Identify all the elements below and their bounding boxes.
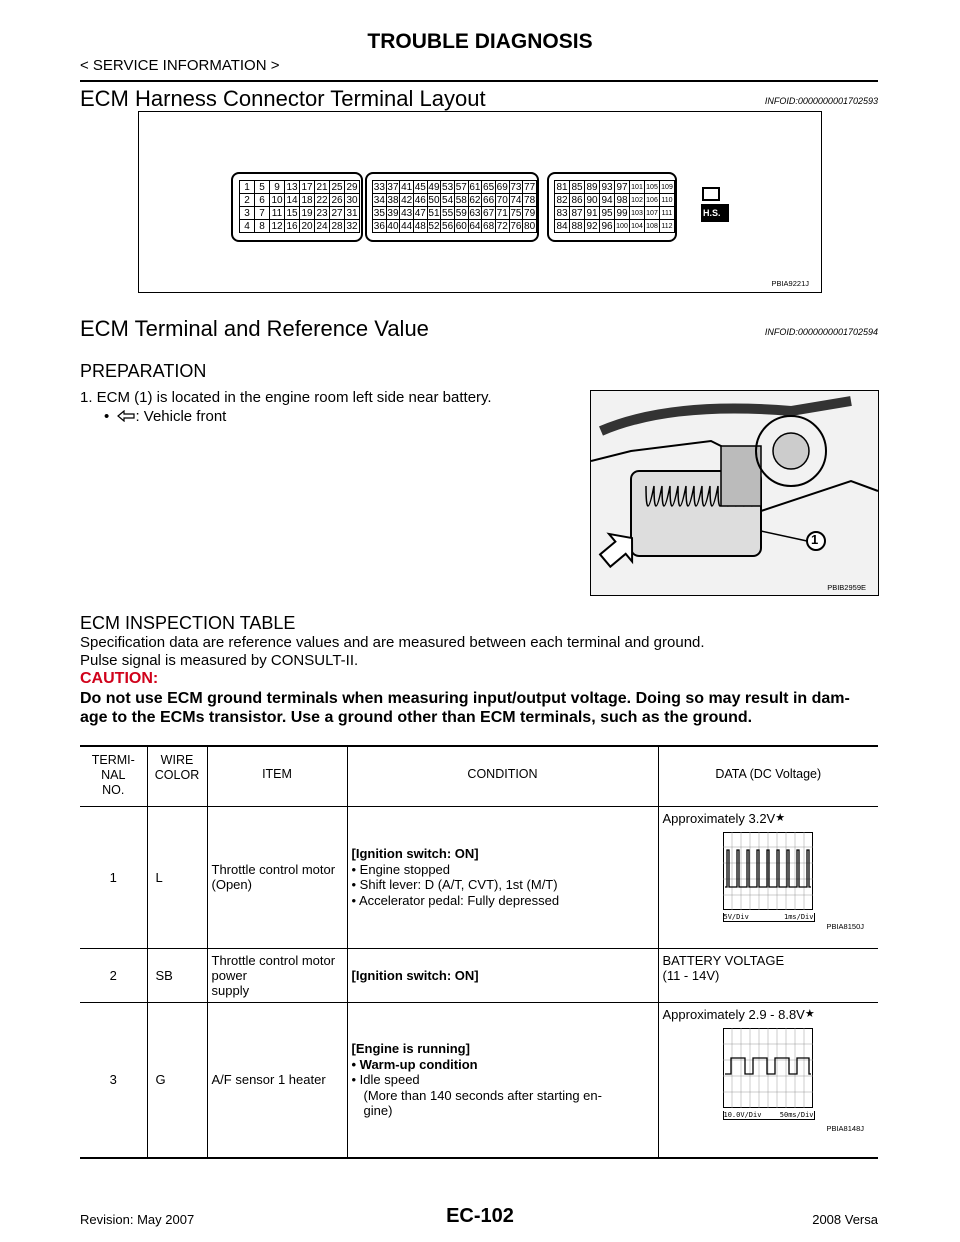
connector-pin: 86 [571, 194, 583, 206]
connector-pin: 48 [414, 220, 426, 232]
wire-color: G [147, 1002, 207, 1158]
connector-pin: 58 [455, 194, 467, 206]
connector-pin: 103 [630, 207, 645, 220]
connector-pin: 97 [616, 181, 628, 193]
connector-pin: 62 [469, 194, 481, 206]
connector-pin: 94 [601, 194, 613, 206]
connector-pin: 57 [455, 181, 467, 193]
table-header-row [80, 746, 878, 806]
connector-pin: 77 [524, 181, 536, 193]
connector-pin: 22 [316, 194, 328, 206]
connector-pin: 29 [346, 181, 358, 193]
connector-pin-row [373, 220, 537, 233]
connector-pin: 6 [255, 194, 270, 207]
connector-pin: 26 [331, 194, 343, 206]
connector-pin: 104 [630, 220, 645, 233]
connector-layout-figure [138, 111, 822, 293]
engine-room-illustration [591, 391, 878, 595]
connector-3-pins [554, 180, 675, 233]
connector-pin: 55 [442, 207, 454, 219]
connector-pin: 76 [510, 220, 522, 232]
connector-pin: 89 [586, 181, 598, 193]
connector-pin: 102 [630, 194, 645, 207]
connector-pin: 85 [571, 181, 583, 193]
connector-pin: 106 [645, 194, 660, 207]
waveform-1 [723, 832, 813, 910]
header-item: ITEM [207, 746, 347, 806]
connector-pin: 99 [616, 207, 628, 219]
connector-pin: 98 [616, 194, 628, 206]
connector-pin: 101 [630, 181, 645, 194]
connector-pin: 15 [286, 207, 298, 219]
header-terminal-no: TERMI- NAL NO. [91, 753, 135, 797]
connector-pin: 46 [414, 194, 426, 206]
connector-pin-row [240, 194, 360, 207]
star-icon: ★ [804, 1007, 815, 1020]
connector-pin: 69 [496, 181, 508, 193]
connector-pin: 52 [428, 220, 440, 232]
connector-pin: 28 [331, 220, 343, 232]
connector-pin: 20 [301, 220, 313, 232]
connector-pin: 63 [469, 207, 481, 219]
section-breadcrumb: < SERVICE INFORMATION > [80, 57, 280, 74]
connector-pin: 8 [255, 220, 270, 233]
condition: [Ignition switch: ON] [347, 948, 658, 1002]
condition: [Engine is running] • Warm-up condition • Idle speed (More than 140 seconds after starting en- gine) [347, 1002, 658, 1158]
connector-pin: 17 [301, 181, 313, 193]
data-value: Approximately 2.9 - 8.8V★ [662, 1006, 815, 1022]
connector-pin: 95 [601, 207, 613, 219]
caution-label: CAUTION: [80, 670, 159, 687]
connector-pin: 53 [442, 181, 454, 193]
connector-pin: 92 [586, 220, 598, 232]
spec-note-line-2: Pulse signal is measured by CONSULT-II. [80, 652, 359, 669]
connector-pin: 2 [240, 194, 255, 207]
spec-note-line-1: Specification data are reference values and are measured between each terminal and ground. [80, 634, 705, 651]
connector-pin: 80 [524, 220, 536, 232]
connector-pin-row [555, 181, 675, 194]
scope-scale: 5V/Div 1ms/Div [723, 912, 814, 921]
connector-pin: 66 [483, 194, 495, 206]
ecm-location-figure [590, 390, 879, 596]
connector-pin: 16 [286, 220, 298, 232]
connector-pin: 60 [455, 220, 467, 232]
connector-pin-row [240, 220, 360, 233]
connector-pin: 79 [524, 207, 536, 219]
section-title-connector-layout: ECM Harness Connector Terminal Layout [80, 86, 486, 111]
vehicle-front-arrow-icon [117, 410, 135, 422]
connector-pin: 37 [387, 181, 399, 193]
terminal-no: 3 [109, 1072, 117, 1088]
connector-pin: 13 [286, 181, 298, 193]
connector-pin: 64 [469, 220, 481, 232]
connector-pin: 5 [255, 181, 270, 194]
connector-pin: 27 [331, 207, 343, 219]
connector-pin: 56 [442, 220, 454, 232]
ecm-inspection-table [80, 745, 878, 1159]
condition: [Ignition switch: ON] • Engine stopped • Shift lever: D (A/T, CVT), 1st (M/T) • Accelerator pedal: Fully depressed [347, 806, 658, 948]
connector-pin: 10 [271, 194, 283, 206]
connector-pin: 96 [601, 220, 613, 232]
inspection-table-title: ECM INSPECTION TABLE [80, 613, 296, 633]
connector-pin: 40 [387, 220, 399, 232]
connector-pin: 11 [270, 207, 285, 220]
connector-pin: 7 [255, 207, 270, 220]
connector-pin: 32 [346, 220, 358, 232]
connector-pin: 42 [401, 194, 413, 206]
connector-pin-row [240, 207, 360, 220]
connector-pin: 78 [524, 194, 536, 206]
connector-pin: 21 [316, 181, 328, 193]
connector-pin: 24 [316, 220, 328, 232]
terminal-no: 2 [109, 967, 117, 983]
harness-side-icon [699, 184, 733, 224]
connector-pin: 1 [240, 181, 255, 194]
connector-pin: 19 [301, 207, 313, 219]
connector-pin: 49 [428, 181, 440, 193]
connector-pin: 72 [496, 220, 508, 232]
wire-color: SB [147, 948, 207, 1002]
scope-scale: 10.0V/Div 50ms/Div [723, 1110, 814, 1119]
connector-pin: 38 [387, 194, 399, 206]
connector-pin: 74 [510, 194, 522, 206]
info-id: INFOID:0000000001702594 [764, 327, 878, 337]
connector-2-pins [372, 180, 537, 233]
section-title-terminal-reference: ECM Terminal and Reference Value [80, 316, 429, 341]
connector-pin: 14 [286, 194, 298, 206]
connector-pin: 88 [571, 220, 583, 232]
connector-pin: 68 [483, 220, 495, 232]
connector-pin: 3 [240, 207, 255, 220]
connector-pin: 34 [373, 194, 385, 206]
connector-pin: 36 [373, 220, 385, 232]
connector-pin: 23 [316, 207, 328, 219]
figure-id: PBIA8148J [826, 1123, 864, 1133]
connector-pin-row [555, 207, 675, 220]
connector-pin-row [555, 194, 675, 207]
connector-1-pins [239, 180, 360, 233]
info-id: INFOID:0000000001702593 [764, 96, 878, 106]
preparation-step-1: 1. ECM (1) is located in the engine room left side near battery. [80, 389, 492, 406]
item: Throttle control motor (Open) [207, 806, 347, 948]
connector-3 [547, 172, 677, 242]
data-cell [658, 806, 878, 948]
connector-pin: 4 [240, 220, 255, 233]
connector-pin: 61 [469, 181, 481, 193]
connector-pin-row [373, 207, 537, 220]
data-value: Approximately 3.2V★ [662, 810, 786, 826]
connector-pin: 47 [414, 207, 426, 219]
connector-pin: 33 [373, 181, 385, 193]
connector-pin: 73 [510, 181, 522, 193]
connector-pin-row [555, 220, 675, 233]
connector-pin: 44 [401, 220, 413, 232]
connector-pin: 111 [660, 207, 675, 220]
connector-pin: 87 [571, 207, 583, 219]
page-header-title: TROUBLE DIAGNOSIS [367, 30, 593, 53]
preparation-title: PREPARATION [80, 361, 207, 381]
figure-id: PBIA8150J [826, 921, 864, 931]
connector-pin: 43 [401, 207, 413, 219]
connector-pin: 91 [586, 207, 598, 219]
header-rule [80, 80, 878, 82]
connector-pin: 50 [428, 194, 440, 206]
header-wire-color: WIRE COLOR [147, 746, 207, 806]
data-cell [658, 1002, 878, 1158]
connector-pin: 41 [401, 181, 413, 193]
connector-pin: 45 [414, 181, 426, 193]
waveform-scope [723, 832, 813, 922]
connector-pin: 112 [660, 220, 675, 233]
connector-pin: 110 [660, 194, 675, 207]
connector-pin: 67 [483, 207, 495, 219]
wire-color: L [147, 806, 207, 948]
connector-2 [365, 172, 539, 242]
connector-pin-row [373, 194, 537, 207]
connector-pin: 39 [387, 207, 399, 219]
connector-pin: 109 [660, 181, 675, 194]
footer-page-number: EC-102 [446, 1205, 514, 1227]
connector-pin: 100 [615, 220, 630, 233]
connector-pin: 83 [556, 207, 568, 219]
connector-pin: 18 [301, 194, 313, 206]
item: A/F sensor 1 heater [207, 1002, 347, 1158]
connector-pin: 30 [346, 194, 358, 206]
connector-pin: 59 [455, 207, 467, 219]
connector-pin: 81 [556, 181, 568, 193]
footer-revision: Revision: May 2007 [80, 1212, 195, 1227]
table-row [80, 1002, 878, 1158]
waveform-scope [723, 1028, 813, 1124]
data-cell: BATTERY VOLTAGE (11 - 14V) [658, 948, 878, 1002]
connector-pin: 9 [270, 181, 285, 194]
connector-pin-row [373, 181, 537, 194]
ecm-callout-number: 1 [811, 532, 819, 547]
connector-pin: 105 [645, 181, 660, 194]
terminal-no: 1 [109, 869, 117, 885]
figure-id: PBIA9221J [771, 279, 809, 288]
hs-label: H.S. [703, 208, 721, 218]
waveform-3 [723, 1028, 813, 1108]
connector-pin: 82 [556, 194, 568, 206]
table-row [80, 806, 878, 948]
star-icon: ★ [775, 811, 786, 824]
connector-pin: 54 [442, 194, 454, 206]
connector-pin: 70 [496, 194, 508, 206]
connector-1 [231, 172, 363, 242]
connector-pin: 93 [601, 181, 613, 193]
connector-pin: 75 [510, 207, 522, 219]
header-data: DATA (DC Voltage) [658, 746, 878, 806]
item: Throttle control motor power supply [207, 948, 347, 1002]
connector-pin: 65 [483, 181, 495, 193]
connector-pin: 31 [346, 207, 358, 219]
footer-model: 2008 Versa [812, 1212, 878, 1227]
connector-pin: 51 [428, 207, 440, 219]
connector-pin: 25 [331, 181, 343, 193]
table-row [80, 948, 878, 1002]
preparation-bullet: • : Vehicle front [104, 408, 227, 425]
connector-pin-row [240, 181, 360, 194]
figure-id: PBIB2959E [827, 583, 866, 592]
connector-pin: 107 [645, 207, 660, 220]
connector-pin: 71 [496, 207, 508, 219]
connector-pin: 84 [556, 220, 568, 232]
connector-pin: 12 [271, 220, 283, 232]
caution-line-1: Do not use ECM ground terminals when measuring input/output voltage. Doing so may result in dam- [80, 690, 850, 707]
connector-pin: 35 [373, 207, 385, 219]
connector-pin: 108 [645, 220, 660, 233]
caution-line-2: age to the ECMs transistor. Use a ground other than ECM terminals, such as the ground. [80, 709, 753, 726]
header-condition: CONDITION [347, 746, 658, 806]
connector-pin: 90 [586, 194, 598, 206]
